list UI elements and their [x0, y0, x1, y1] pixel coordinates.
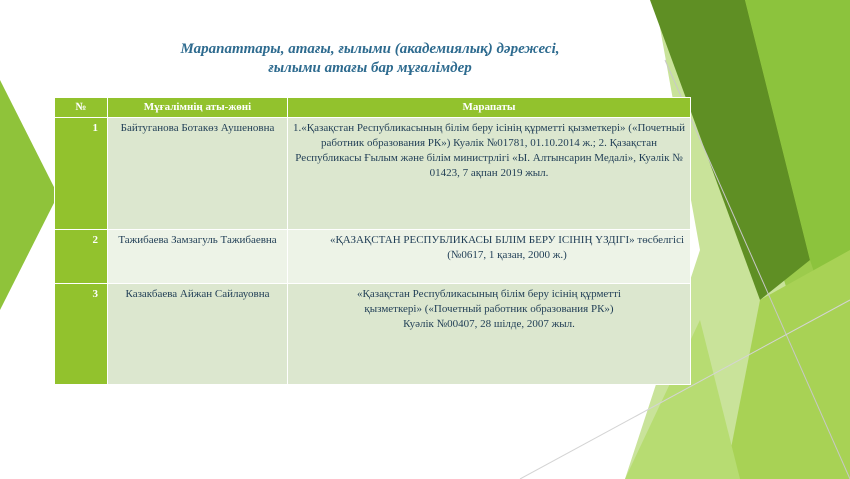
title-line-2: ғылыми атағы бар мұғалімдер	[268, 60, 472, 76]
table-row	[55, 118, 691, 230]
slide-title	[150, 40, 590, 78]
teacher-name: Тажибаева Замзагуль Тажибаевна	[108, 230, 288, 284]
left-green-arrow	[0, 80, 58, 310]
header-award: Марапаты	[288, 98, 691, 118]
header-teacher-name: Мұғалімнің аты-жөні	[108, 98, 288, 118]
row-number: 1	[55, 118, 108, 230]
table-row	[55, 230, 691, 284]
table-header-row	[55, 98, 691, 118]
header-number: №	[55, 98, 108, 118]
row-number: 3	[55, 284, 108, 385]
award-text: 1.«Қазақстан Республикасының білім беру ісінің құрметті қызметкері» («Почетный работник образования РК») Куәлік №01781, 01.10.2014 ж.; 2. Қазақстан Республикасы Ғылым және білім министрлігі «Ы. Алтынсарин Медалі», Куәлік № 01423, 7 ақпан 2019 жыл.	[288, 118, 691, 230]
title-line-1: Марапаттары, атағы, ғылыми (академиялық) дәрежесі,	[180, 41, 560, 57]
award-text: «Қазақстан Республикасының білім беру ісінің құрметті қызметкері» («Почетный работник образования РК») Куәлік №00407, 28 шілде, 2007 жыл.	[288, 284, 691, 385]
table-row	[55, 284, 691, 385]
award-text: «ҚАЗАҚСТАН РЕСПУБЛИКАСЫ БІЛІМ БЕРУ ІСІНІҢ ҮЗДІГІ» төсбелгісі (№0617, 1 қазан, 2000 ж.)	[288, 230, 691, 284]
teacher-name: Казакбаева Айжан Сайлауовна	[108, 284, 288, 385]
awards-table	[54, 97, 691, 385]
row-number: 2	[55, 230, 108, 284]
teacher-name: Байтуганова Ботакөз Аушеновна	[108, 118, 288, 230]
